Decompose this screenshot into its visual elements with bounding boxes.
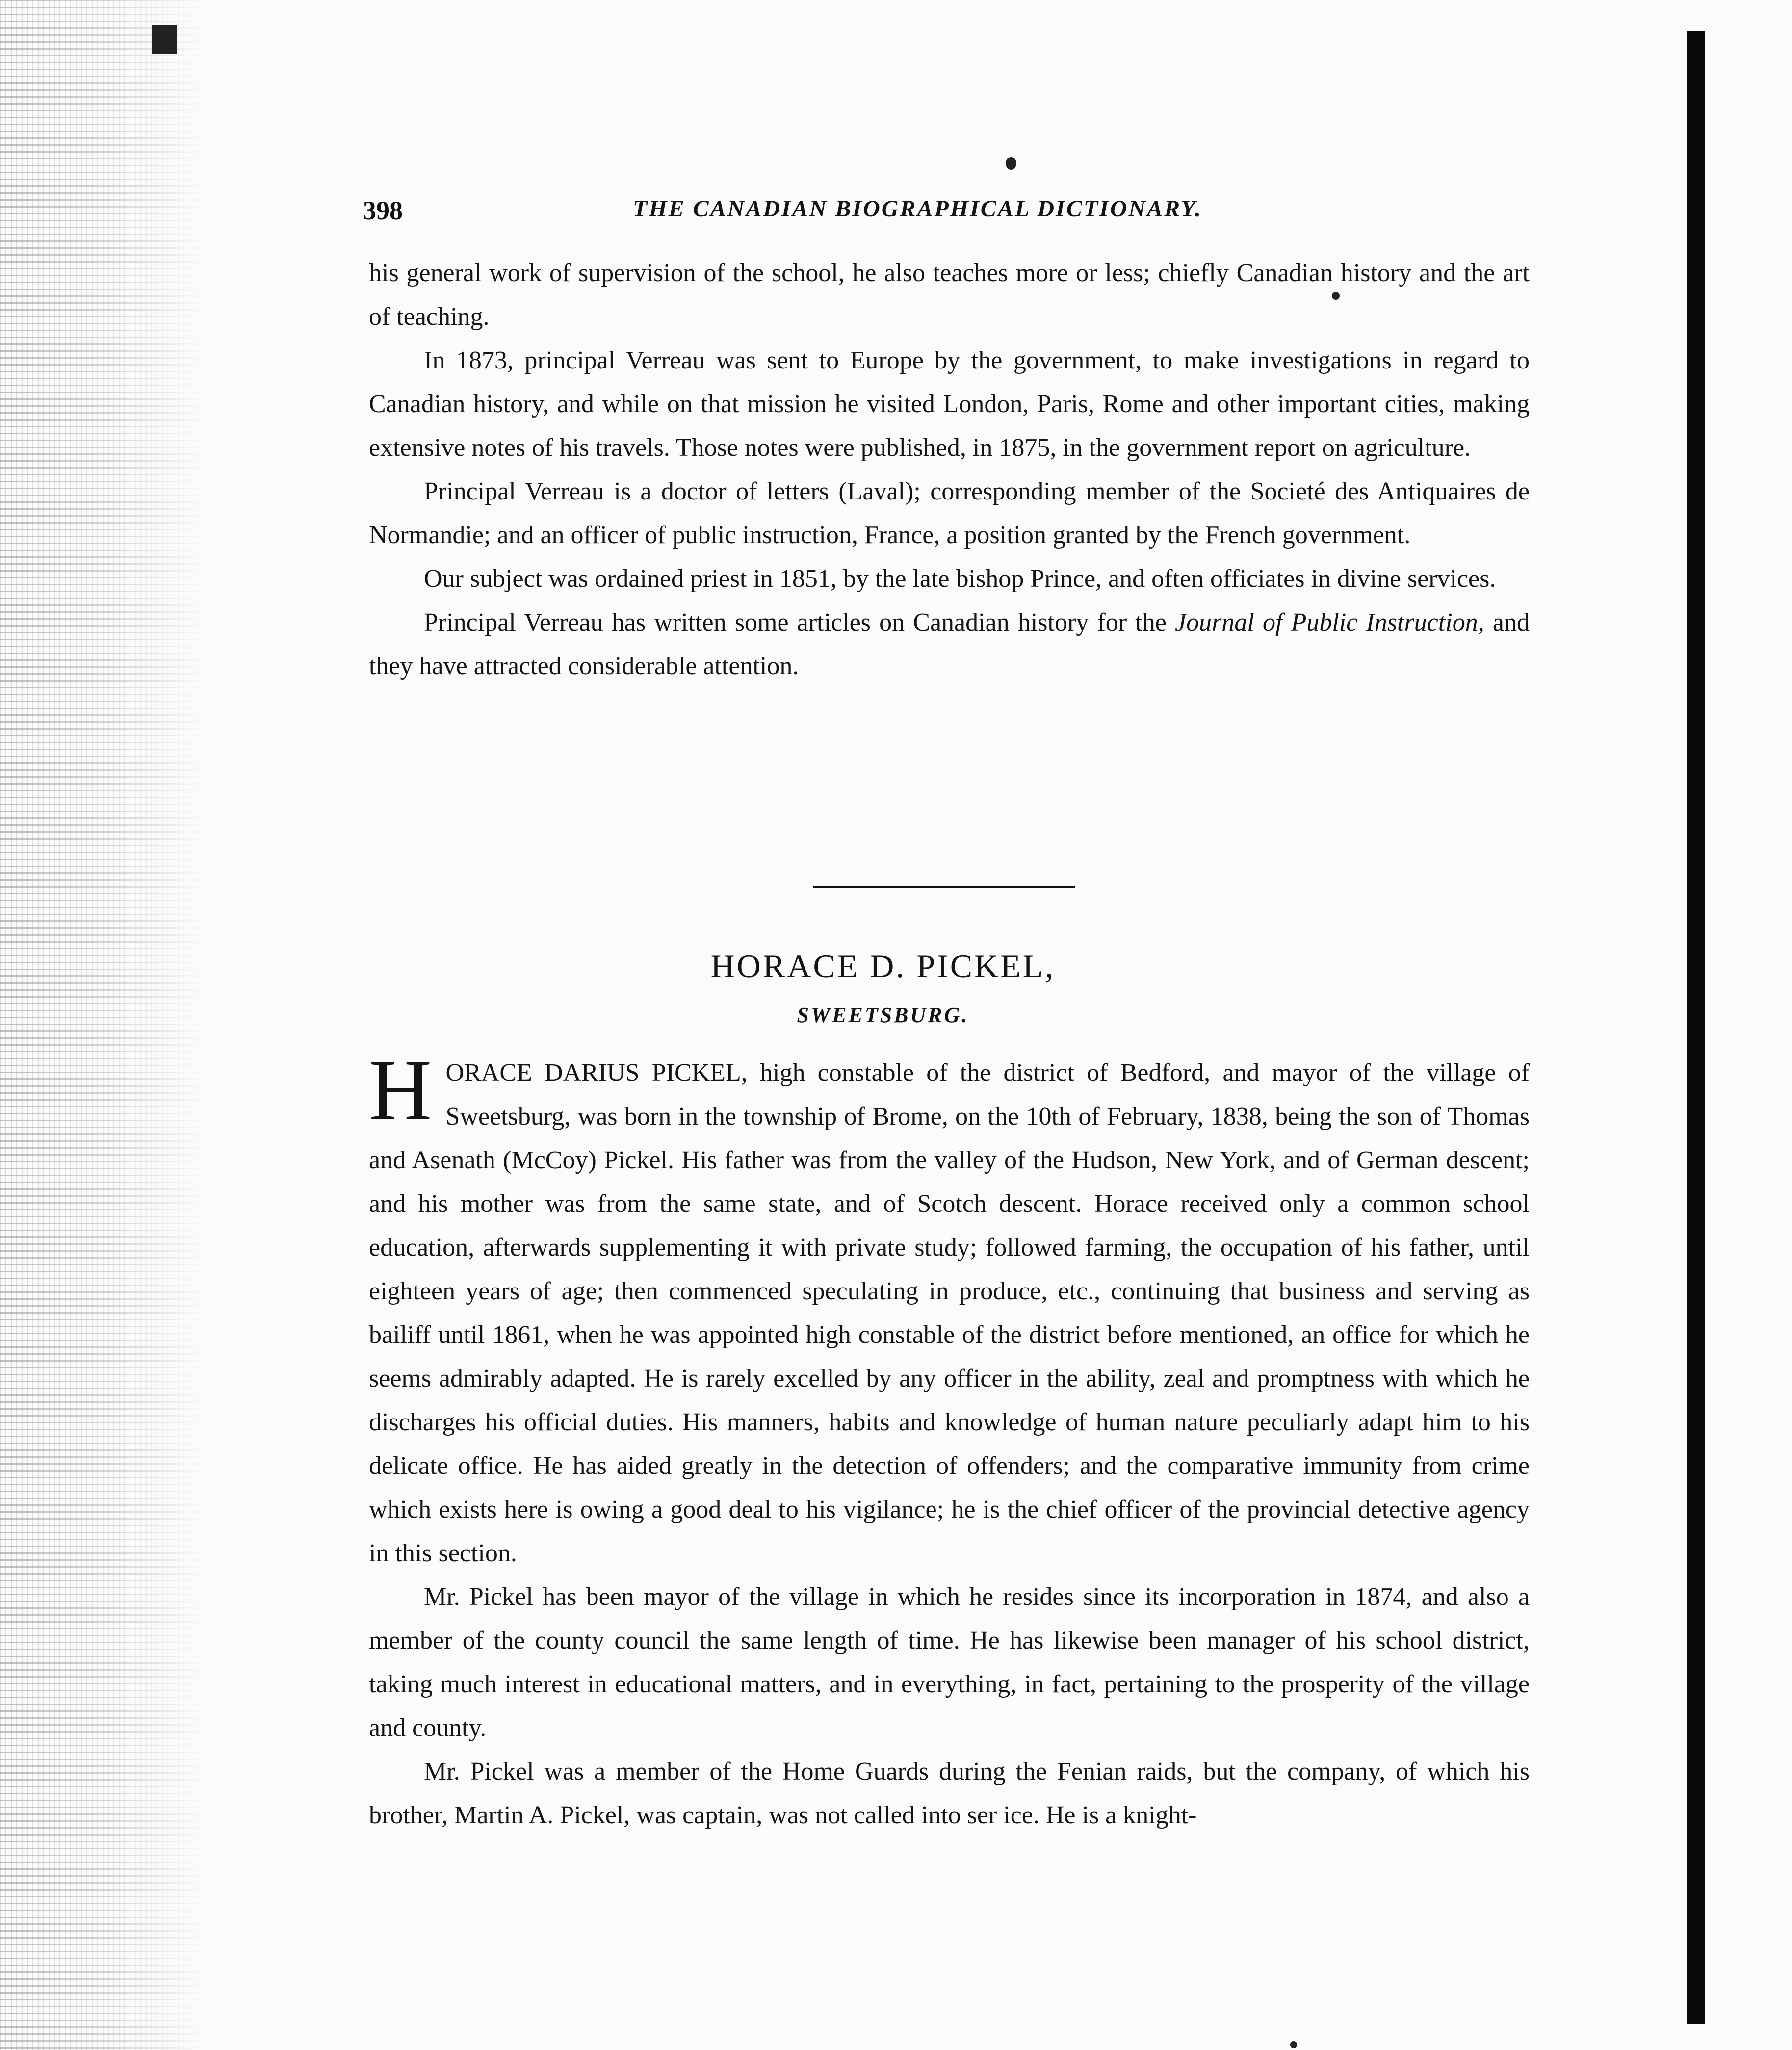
paragraph-text: and they have attracted considerable attention. xyxy=(369,608,1530,680)
paragraph: Mr. Pickel was a member of the Home Guards during the Fenian raids, but the company, of which his brother, Martin A. Pickel, was captain, was not called into ser ice. He is a knight- xyxy=(369,1758,1530,1829)
paragraph xyxy=(369,1041,1530,1575)
paragraph: his general work of supervision of the school, he also teaches more or less; chiefly Canadian history and the art of teaching. xyxy=(369,259,1530,331)
page-edge-border xyxy=(1687,31,1705,2024)
paragraph: Our subject was ordained priest in 1851, by the late bishop Prince, and often officiates in divine services. xyxy=(424,565,1496,593)
paragraph-text: ORACE DARIUS PICKEL, high constable of the district of Bedford, and mayor of the village of Sweetsburg, was born in the township of Brome, on the 10th of February, 1838, being the son of Thomas and Asenath (McCoy) Pickel. His father was from the valley of the Hudson, New York, and of German descent; and his mother was from the same state, and of Scotch descent. Horace received only a common school education, afterwards supplementing it with private study; followed farming, the occupation of his father, until eighteen years of age; then commenced speculating in produce, etc., continuing that business and serving as bailiff until 1861, when he was appointed high constable of the district before mentioned, an office for which he seems admirably adapted. He is rarely excelled by any officer in the ability, zeal and promptness with which he discharges his official duties. His manners, habits and knowledge of human nature peculiarly adapt him to his delicate office. He has aided greatly in the detection of offenders; and the comparative immunity from crime which exists here is owing a good deal to his vigilance; he is the chief officer of the provincial detective agency in this section. xyxy=(369,1059,1530,1567)
paragraph: In 1873, principal Verreau was sent to Europe by the government, to make investigations in regard to Canadian history, and while on that mission he visited London, Paris, Rome and other important cities, making extensive notes of his travels. Those notes were published, in 1875, in the government report on agriculture. xyxy=(369,346,1530,462)
ink-speck xyxy=(1006,157,1016,170)
binding-gutter xyxy=(0,0,206,2050)
publication-title: Journal of Public Instruction, xyxy=(1175,608,1484,636)
paragraph: Principal Verreau is a doctor of letters (Laval); corresponding member of the Societé des Antiquaires de Normandie; and an officer of public instruction, France, a position granted by the French government. xyxy=(369,477,1530,549)
entry-text xyxy=(369,1041,1530,1837)
previous-entry-text xyxy=(369,251,1530,688)
drop-cap: H xyxy=(369,1041,432,1138)
section-divider xyxy=(813,886,1075,888)
paragraph xyxy=(369,601,1530,688)
entry-place: SWEETSBURG. xyxy=(797,1003,969,1027)
page-number: 398 xyxy=(363,196,403,225)
paragraph-text: Principal Verreau has written some articles on Canadian history for the xyxy=(424,608,1175,636)
binding-mark xyxy=(152,25,177,54)
paragraph: Mr. Pickel has been mayor of the village in which he resides since its incorporation in 1874, and also a member of the county council the same length of time. He has likewise been manager of his school district, taking much interest in educational matters, and in everything, in fact, pertaining to the prosperity of the village and county. xyxy=(369,1583,1530,1742)
entry-title: HORACE D. PICKEL, xyxy=(710,947,1056,985)
ink-speck xyxy=(1290,2041,1297,2048)
running-title: THE CANADIAN BIOGRAPHICAL DICTIONARY. xyxy=(633,196,1202,222)
